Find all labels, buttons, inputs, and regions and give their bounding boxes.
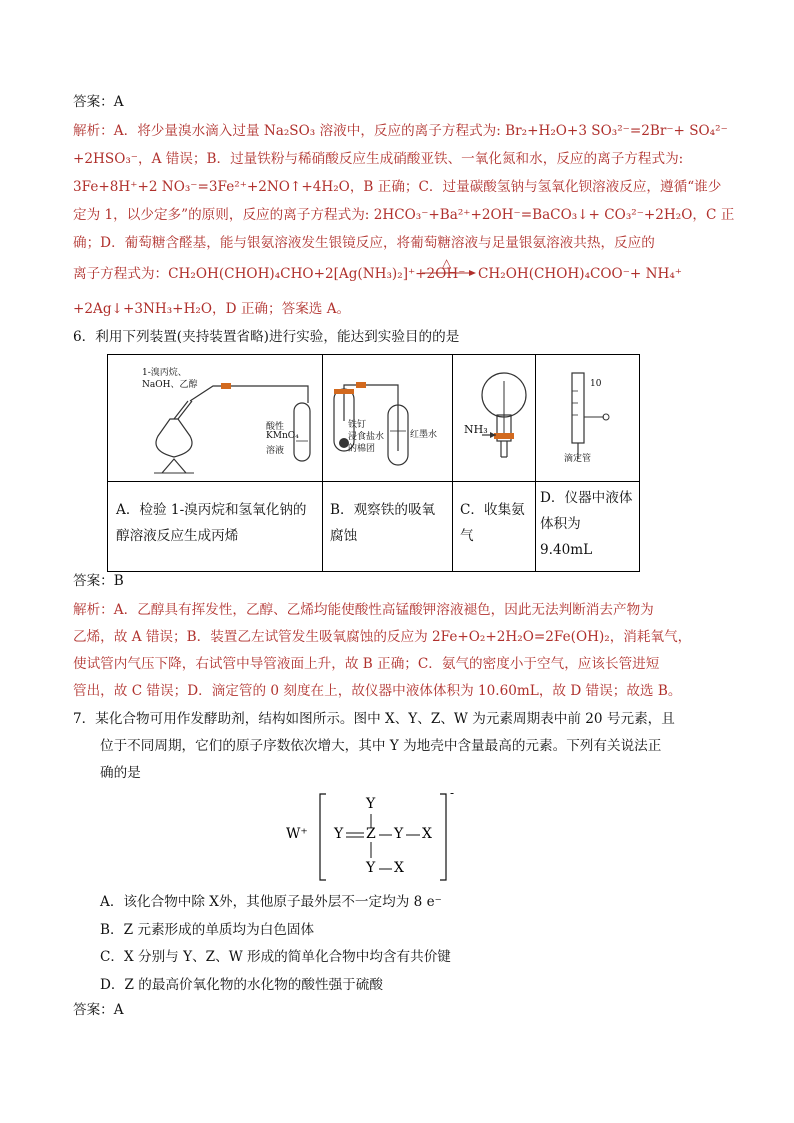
- q7-question-line-1: 7．某化合物可用作发酵助剂，结构如图所示。图中 X、Y、Z、W 为元素周期表中前 20 号元素，且: [73, 711, 675, 727]
- atom-y-left: Y: [334, 826, 344, 842]
- label-a4: KMnO₄: [266, 431, 299, 441]
- label-b2: 浸食盐水: [348, 432, 385, 442]
- q7-option-c: C．X 分别与 Y、Z、W 形成的简单化合物中均含有共价键: [100, 949, 451, 965]
- q5-explanation-line-6: 离子方程式为：CH₂OH(CHOH)₄CHO+2[Ag(NH₃)₂]⁺+2OH⁻: [73, 266, 466, 282]
- q6-question: 6．利用下列装置(夹持装置省略)进行实验，能达到实验目的的是: [73, 329, 460, 345]
- option-d-line-2: 体积为: [540, 516, 581, 532]
- atom-y-bottom: Y: [366, 860, 376, 876]
- anion-charge: -: [450, 786, 455, 800]
- q6-explanation-line-4: 管出，故 C 错误；D．滴定管的 0 刻度在上，故仪器中液体体积为 10.60mL，故 D 错误；故选 B。: [73, 683, 682, 699]
- q6-answer: 答案：B: [73, 573, 124, 589]
- apparatus-b-figure: [326, 361, 450, 477]
- option-a: [116, 497, 307, 549]
- q5-explanation-line-3: 3Fe+8H⁺+2 NO₃⁻=3Fe²⁺+2NO↑+4H₂O，B 正确；C．过量碳酸氢钠与氢氧化钡溶液反应，遵循“谁少: [73, 179, 722, 195]
- q7-question-line-2: 位于不同周期，它们的原子序数依次增大，其中 Y 为地壳中含量最高的元素。下列有关说法正: [100, 738, 662, 754]
- option-c: [460, 497, 525, 549]
- q6-explanation-line-2: 乙烯，故 A 错误；B．装置乙左试管发生吸氧腐蚀的反应为 2Fe+O₂+2H₂O=2Fe(OH)₂，消耗氧气，: [73, 629, 692, 645]
- apparatus-d-figure: [538, 361, 638, 477]
- q5-product: CH₂OH(CHOH)₄COO⁻+ NH₄⁺: [478, 266, 682, 282]
- q5-explanation-line-5: 确；D．葡萄糖含醛基，能与银氨溶液发生银镜反应，将葡萄糖溶液与足量银氨溶液共热，反应的: [73, 235, 655, 251]
- option-c-line-1: C．收集氨: [460, 502, 525, 518]
- option-a-line-1: A．检验 1-溴丙烷和氢氧化钠的: [116, 502, 307, 518]
- label-d2: 滴定管: [564, 454, 592, 464]
- option-a-line-2: 醇溶液反应生成丙烯: [116, 528, 239, 544]
- cation-w: W⁺: [286, 826, 308, 842]
- q7-option-b: B．Z 元素形成的单质均为白色固体: [100, 922, 315, 938]
- atom-x-bottom: X: [394, 860, 404, 876]
- heat-symbol: △: [442, 256, 452, 270]
- apparatus-a-figure: [118, 361, 318, 477]
- q5-explanation-line-1: 解析：A．将少量溴水滴入过量 Na₂SO₃ 溶液中，反应的离子方程式为: Br₂+H₂O+3 SO₃²⁻=2Br⁻+ SO₄²⁻: [73, 123, 728, 139]
- label-b3: 的棉团: [348, 444, 376, 454]
- option-c-line-2: 气: [460, 528, 474, 544]
- option-b-line-1: B．观察铁的吸氧: [330, 502, 436, 518]
- q7-answer: 答案：A: [73, 1002, 124, 1018]
- q7-option-a: A．该化合物中除 X外，其他原子最外层不一定均为 8 e⁻: [100, 894, 442, 910]
- label-a2: NaOH、乙醇: [142, 380, 198, 390]
- atom-y-top: Y: [366, 796, 376, 812]
- q5-explanation-line-7: +2Ag↓+3NH₃+H₂O，D 正确；答案选 A。: [73, 301, 351, 317]
- label-b4: 红墨水: [410, 430, 438, 440]
- label-b1: 铁钉: [348, 420, 367, 430]
- atom-x-right: X: [422, 826, 432, 842]
- label-c1: NH₃: [464, 423, 488, 436]
- q6-explanation-line-3: 使试管内气压下降，右试管中导管液面上升，故 B 正确；C．氨气的密度小于空气，应该长管进短: [73, 656, 660, 672]
- q7-question-line-3: 确的是: [100, 765, 141, 781]
- q5-answer: 答案：A: [73, 94, 124, 110]
- label-a1: 1-溴丙烷、: [142, 368, 187, 378]
- label-a3: 酸性: [266, 422, 285, 432]
- apparatus-c-figure: [456, 361, 532, 477]
- q5-explanation-line-4: 定为 1，以少定多”的原则，反应的离子方程式为: 2HCO₃⁻+Ba²⁺+2OH⁻=BaCO₃↓+ CO₃²⁻+2H₂O，C 正: [73, 207, 735, 223]
- atom-z: Z: [366, 826, 376, 842]
- option-d: [540, 485, 632, 563]
- option-b: [330, 497, 435, 549]
- q6-explanation-line-1: 解析：A．乙醇具有挥发性，乙醇、乙烯均能使酸性高锰酸钾溶液褪色，因此无法判断消去产物为: [73, 602, 654, 618]
- option-d-line-1: D．仪器中液体: [540, 490, 633, 506]
- label-d1: 10: [590, 379, 602, 389]
- q6-apparatus-table: [107, 354, 640, 572]
- q5-explanation-line-2: +2HSO₃⁻，A 错误；B．过量铁粉与稀硝酸反应生成硝酸亚铁、一氧化氮和水，反应的离子方程式为:: [73, 151, 684, 167]
- atom-y-right: Y: [394, 826, 404, 842]
- q7-structure: [286, 786, 466, 884]
- option-d-line-3: 9.40mL: [540, 542, 593, 558]
- reaction-arrow: [422, 256, 476, 281]
- option-b-line-2: 腐蚀: [330, 528, 358, 544]
- q7-option-d: D．Z 的最高价氧化物的水化物的酸性强于硫酸: [100, 977, 383, 993]
- label-a5: 溶液: [266, 446, 285, 456]
